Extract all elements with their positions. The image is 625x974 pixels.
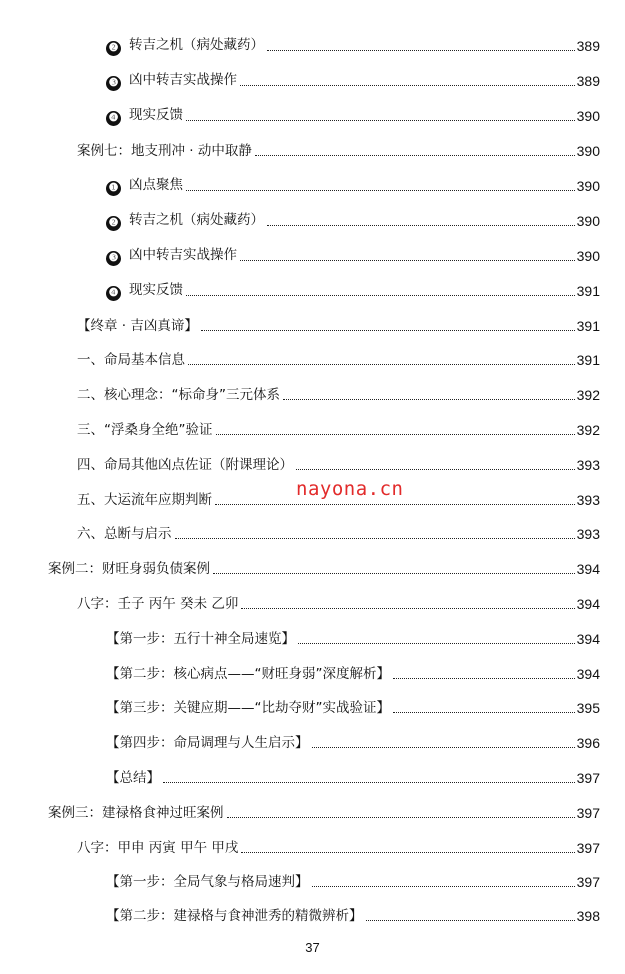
dot-leader bbox=[255, 155, 575, 156]
toc-entry-page: 393 bbox=[576, 492, 600, 508]
toc-entry[interactable] bbox=[77, 385, 600, 405]
toc-entry-page: 389 bbox=[576, 38, 600, 54]
dot-leader bbox=[267, 50, 575, 51]
toc-entry[interactable] bbox=[77, 594, 600, 614]
toc-entry-title: 【第二步：核心病点——“财旺身弱”深度解析】 bbox=[106, 666, 390, 682]
toc-entry-page: 394 bbox=[576, 666, 600, 682]
toc-entry-page: 394 bbox=[576, 596, 600, 612]
toc-entry[interactable] bbox=[106, 36, 600, 56]
toc-entry[interactable] bbox=[106, 71, 600, 91]
toc-entry-page: 398 bbox=[576, 908, 600, 924]
toc-entry[interactable] bbox=[77, 455, 600, 475]
toc-entry-page: 390 bbox=[576, 143, 600, 159]
toc-entry-title: 一、命局基本信息 bbox=[77, 352, 185, 368]
toc-entry-title: ❹ 现实反馈 bbox=[106, 280, 183, 301]
toc-entry[interactable] bbox=[77, 350, 600, 370]
toc-entry-page: 392 bbox=[576, 387, 600, 403]
toc-entry[interactable] bbox=[106, 176, 600, 196]
toc-entry-title: 【第三步：关键应期——“比劫夺财”实战验证】 bbox=[106, 700, 390, 716]
toc-entry-title: 【第一步：五行十神全局速览】 bbox=[106, 631, 295, 647]
toc-entry[interactable] bbox=[106, 664, 600, 684]
circled-number-icon: ❷ bbox=[106, 41, 121, 56]
toc-entry-title: 八字：甲申 丙寅 甲午 甲戌 bbox=[77, 840, 239, 856]
toc-entry-title: 【终章 · 吉凶真谛】 bbox=[77, 318, 198, 334]
toc-entry[interactable] bbox=[106, 872, 600, 892]
dot-leader bbox=[227, 817, 575, 818]
toc-entry-page: 395 bbox=[576, 700, 600, 716]
toc-entry-title: 六、总断与启示 bbox=[77, 526, 172, 542]
toc-entry-title: 三、“浮桑身全绝”验证 bbox=[77, 422, 213, 438]
dot-leader bbox=[241, 608, 574, 609]
dot-leader bbox=[175, 538, 575, 539]
dot-leader bbox=[312, 886, 575, 887]
circled-number-icon: ❷ bbox=[106, 216, 121, 231]
dot-leader bbox=[186, 295, 575, 296]
toc-entry[interactable] bbox=[106, 906, 600, 926]
toc-entry-title: 案例二：财旺身弱负债案例 bbox=[48, 561, 210, 577]
toc-entry[interactable] bbox=[106, 768, 600, 788]
toc-entry-page: 397 bbox=[576, 770, 600, 786]
toc-entry-title: 四、命局其他凶点佐证（附课理论） bbox=[77, 457, 293, 473]
toc-entry-title: 【第四步：命局调理与人生启示】 bbox=[106, 735, 309, 751]
toc-entry-page: 397 bbox=[576, 874, 600, 890]
toc-entry-title: 案例七：地支刑冲 · 动中取静 bbox=[77, 143, 252, 159]
toc-entry-page: 392 bbox=[576, 422, 600, 438]
toc-entry-title: ❷ 转吉之机（病处藏药） bbox=[106, 210, 264, 231]
circled-number-icon: ❸ bbox=[106, 251, 121, 266]
dot-leader bbox=[296, 469, 575, 470]
toc-entry-page: 391 bbox=[576, 318, 600, 334]
toc-entry-page: 389 bbox=[576, 73, 600, 89]
dot-leader bbox=[240, 260, 575, 261]
toc-entry[interactable] bbox=[77, 838, 600, 858]
toc-entry-page: 397 bbox=[576, 840, 600, 856]
toc-entry-page: 394 bbox=[576, 561, 600, 577]
dot-leader bbox=[201, 330, 575, 331]
toc-entry[interactable] bbox=[106, 211, 600, 231]
toc-entry-title: 案例三：建禄格食神过旺案例 bbox=[48, 805, 224, 821]
dot-leader bbox=[267, 225, 575, 226]
circled-number-icon: ❹ bbox=[106, 111, 121, 126]
toc-entry-title: 【第二步：建禄格与食神泄秀的精微辨析】 bbox=[106, 908, 363, 924]
dot-leader bbox=[366, 920, 575, 921]
toc-entry-page: 390 bbox=[576, 178, 600, 194]
toc-entry[interactable] bbox=[48, 559, 600, 579]
circled-number-icon: ❸ bbox=[106, 76, 121, 91]
toc-entry-page: 390 bbox=[576, 213, 600, 229]
toc-entry-page: 390 bbox=[576, 108, 600, 124]
dot-leader bbox=[188, 364, 575, 365]
toc-entry-title: 二、核心理念：“标命身”三元体系 bbox=[77, 387, 280, 403]
dot-leader bbox=[393, 712, 575, 713]
toc-entry-page: 393 bbox=[576, 526, 600, 542]
dot-leader bbox=[163, 782, 575, 783]
toc-entry-title: ❷ 转吉之机（病处藏药） bbox=[106, 35, 264, 56]
toc-entry[interactable] bbox=[106, 629, 600, 649]
toc-entry-page: 391 bbox=[576, 352, 600, 368]
toc-entry-title: ❶ 凶点聚焦 bbox=[106, 175, 183, 196]
dot-leader bbox=[216, 434, 575, 435]
page-number: 37 bbox=[305, 940, 320, 955]
circled-number-icon: ❶ bbox=[106, 181, 121, 196]
toc-entry-title: ❸ 凶中转吉实战操作 bbox=[106, 245, 237, 266]
dot-leader bbox=[186, 190, 575, 191]
toc-entry-page: 390 bbox=[576, 248, 600, 264]
dot-leader bbox=[283, 399, 575, 400]
toc-entry-page: 394 bbox=[576, 631, 600, 647]
toc-entry-title: 【总结】 bbox=[106, 770, 160, 786]
toc-entry-page: 397 bbox=[576, 805, 600, 821]
toc-entry-title: ❹ 现实反馈 bbox=[106, 105, 183, 126]
dot-leader bbox=[213, 573, 575, 574]
dot-leader bbox=[241, 852, 574, 853]
toc-entry-page: 391 bbox=[576, 283, 600, 299]
dot-leader bbox=[215, 504, 575, 505]
dot-leader bbox=[186, 120, 575, 121]
dot-leader bbox=[312, 747, 575, 748]
toc-entry-title: ❸ 凶中转吉实战操作 bbox=[106, 70, 237, 91]
toc-entry[interactable] bbox=[106, 106, 600, 126]
toc-entry-title: 五、大运流年应期判断 bbox=[77, 492, 212, 508]
toc-entry[interactable] bbox=[106, 698, 600, 718]
toc-entry[interactable] bbox=[77, 316, 600, 336]
toc-entry[interactable] bbox=[106, 246, 600, 266]
watermark: nayona.cn bbox=[296, 478, 404, 500]
toc-entry-title: 八字：壬子 丙午 癸未 乙卯 bbox=[77, 596, 239, 612]
toc-entry[interactable] bbox=[77, 141, 600, 161]
toc-entry[interactable] bbox=[106, 733, 600, 753]
toc-entry-page: 396 bbox=[576, 735, 600, 751]
toc-entry[interactable] bbox=[77, 524, 600, 544]
toc-entry-page: 393 bbox=[576, 457, 600, 473]
dot-leader bbox=[298, 643, 575, 644]
toc-entry-title: 【第一步：全局气象与格局速判】 bbox=[106, 874, 309, 890]
toc-entry[interactable] bbox=[48, 803, 600, 823]
toc-entry[interactable] bbox=[106, 281, 600, 301]
dot-leader bbox=[240, 85, 575, 86]
dot-leader bbox=[393, 678, 575, 679]
toc-entry[interactable] bbox=[77, 420, 600, 440]
circled-number-icon: ❹ bbox=[106, 286, 121, 301]
